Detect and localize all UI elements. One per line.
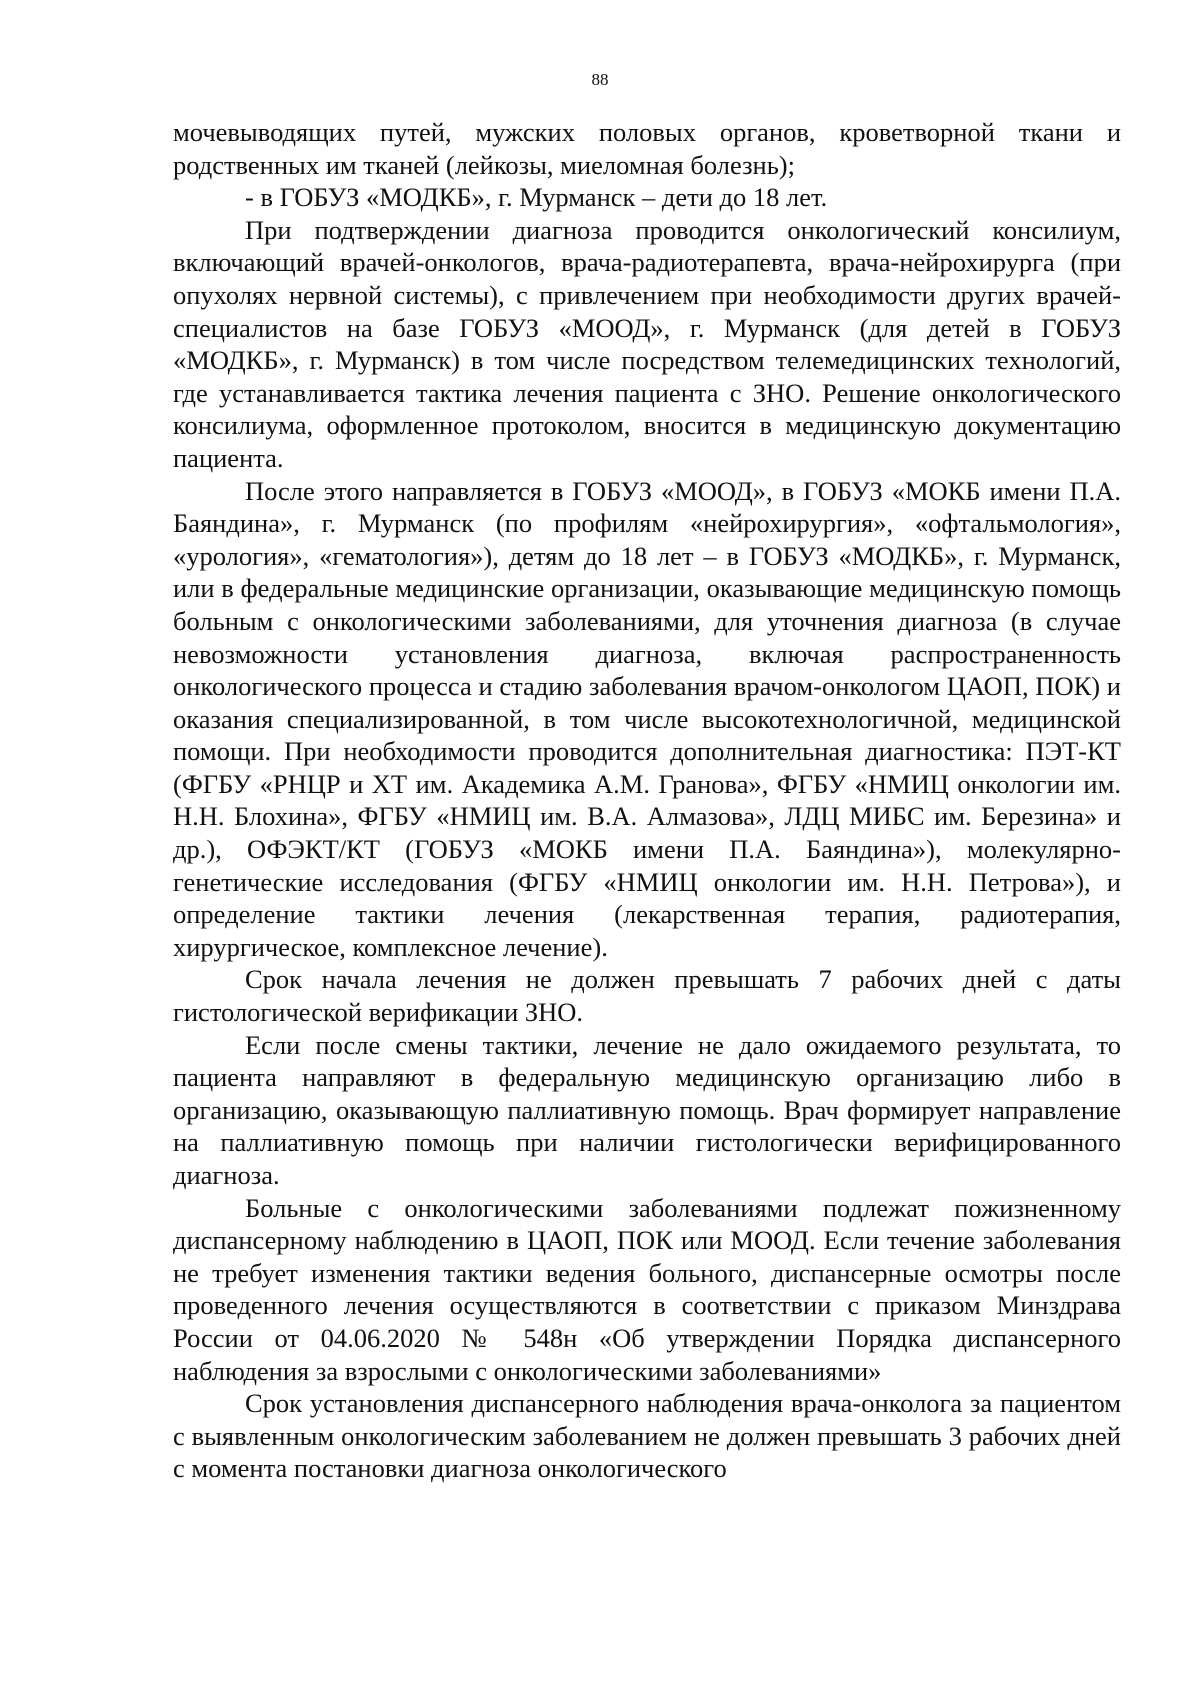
document-body bbox=[173, 116, 1121, 1485]
paragraph-referral: После этого направляется в ГОБУЗ «МООД», в ГОБУЗ «МОКБ имени П.А. Баяндина», г. Мурманск (по профилям «нейрохирургия», «офтальмология», «урология», «гематология»), детям до 18 лет – в ГОБУЗ «МОДКБ», г. Мурманск, или в федеральные медицинские организации, оказывающие медицинскую помощь больным с онкологическими заболеваниями, для уточнения диагноза (в случае невозможности установления диагноза, включая распространенность онкологического процесса и стадию заболевания врачом-онкологом ЦАОП, ПОК) и оказания специализированной, в том числе высокотехнологичной, медицинской помощи. При необходимости проводится дополнительная диагностика: ПЭТ-КТ (ФГБУ «РНЦР и ХТ им. Академика А.М. Гранова», ФГБУ «НМИЦ онкологии им. Н.Н. Блохина», ФГБУ «НМИЦ им. В.А. Алмазова», ЛДЦ МИБС им. Березина» и др.), ОФЭКТ/КТ (ГОБУЗ «МОКБ имени П.А. Баяндина»), молекулярно-генетические исследования (ФГБУ «НМИЦ онкологии им. Н.Н. Петрова»), и определение тактики лечения (лекарственная терапия, радиотерапия, хирургическое, комплексное лечение). bbox=[173, 475, 1121, 962]
paragraph-continuation: мочевыводящих путей, мужских половых органов, кроветворной ткани и родственных им тканей (лейкозы, миеломная болезнь); bbox=[173, 117, 1121, 180]
paragraph-dispensary-deadline: Срок установления диспансерного наблюдения врача-онколога за пациентом с выявленным онкологическим заболеванием не должен превышать 3 рабочих дней с момента постановки диагноза онкологического bbox=[173, 1388, 1121, 1484]
paragraph-consilium: При подтверждении диагноза проводится онкологический консилиум, включающий врачей-онкологов, врача-радиотерапевта, врача-нейрохирурга (при опухолях нервной системы), с привлечением при необходимости других врачей-специалистов на базе ГОБУЗ «МООД», г. Мурманск (для детей в ГОБУЗ «МОДКБ», г. Мурманск) в том числе посредством телемедицинских технологий, где устанавливается тактика лечения пациента с ЗНО. Решение онкологического консилиума, оформленное протоколом, вносится в медицинскую документацию пациента. bbox=[173, 214, 1121, 473]
paragraph-palliative: Если после смены тактики, лечение не дало ожидаемого результата, то пациента направляют в федеральную медицинскую организацию либо в организацию, оказывающую паллиативную помощь. Врач формирует направление на паллиативную помощь при наличии гистологически верифицированного диагноза. bbox=[173, 1029, 1121, 1190]
paragraph-list-item: - в ГОБУЗ «МОДКБ», г. Мурманск – дети до 18 лет. bbox=[245, 182, 828, 213]
page-number: 88 bbox=[591, 70, 609, 89]
paragraph-dispensary: Больные с онкологическими заболеваниями подлежат пожизненному диспансерному наблюдению в ЦАОП, ПОК или МООД. Если течение заболевания не требует изменения тактики ведения больного, диспансерные осмотры после проведенного лечения осуществляются в соответствии с приказом Минздрава России от 04.06.2020 № 548н «Об утверждении Порядка диспансерного наблюдения за взрослыми с онкологическими заболеваниями» bbox=[173, 1192, 1121, 1386]
paragraph-treatment-start: Срок начала лечения не должен превышать 7 рабочих дней с даты гистологической верификации ЗНО. bbox=[173, 964, 1121, 1028]
